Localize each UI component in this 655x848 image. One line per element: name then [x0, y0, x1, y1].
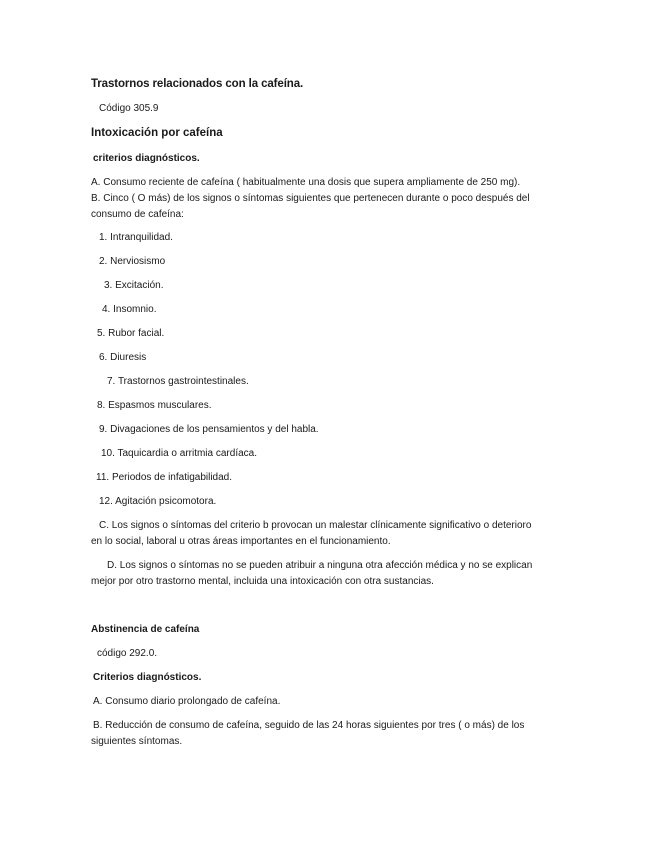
list-item: 3. Excitación. — [104, 280, 164, 291]
withdrawal-criterion-b-line2: siguientes síntomas. — [91, 736, 183, 747]
list-item: 7. Trastornos gastrointestinales. — [107, 376, 249, 387]
list-item: 5. Rubor facial. — [97, 328, 165, 339]
withdrawal-criterion-b-line1: B. Reducción de consumo de cafeína, seguido de las 24 horas siguientes por tres ( o más) de los — [93, 720, 525, 731]
diagnostic-code: Código 305.9 — [99, 103, 159, 114]
withdrawal-criterion-a: A. Consumo diario prolongado de cafeína. — [93, 696, 281, 707]
list-item: 9. Divagaciones de los pensamientos y del habla. — [99, 424, 319, 435]
criterion-d-line1: D. Los signos o síntomas no se pueden atribuir a ninguna otra afección médica y no se explican — [107, 560, 533, 571]
list-item: 12. Agitación psicomotora. — [99, 496, 217, 507]
list-item: 11. Periodos de infatigabilidad. — [96, 472, 233, 483]
list-item: 10. Taquicardia o arritmia cardíaca. — [101, 448, 258, 459]
document-title: Trastornos relacionados con la cafeína. — [91, 78, 304, 90]
criteria-label-withdrawal: Criterios diagnósticos. — [93, 672, 202, 683]
criterion-d-line2: mejor por otro trastorno mental, incluida una intoxicación con otra sustancias. — [91, 576, 434, 587]
section-heading-intoxication: Intoxicación por cafeína — [91, 127, 223, 139]
list-item: 4. Insomnio. — [102, 304, 157, 315]
criterion-a: A. Consumo reciente de cafeína ( habitualmente una dosis que supera ampliamente de 250 mg). — [91, 177, 521, 188]
criteria-label: criterios diagnósticos. — [93, 153, 200, 164]
criterion-b-line2: consumo de cafeína: — [91, 209, 184, 220]
list-item: 8. Espasmos musculares. — [97, 400, 212, 411]
list-item: 2. Nerviosismo — [99, 256, 166, 267]
criterion-c-line1: C. Los signos o síntomas del criterio b provocan un malestar clínicamente significativo o deterioro — [99, 520, 532, 531]
diagnostic-code-withdrawal: código 292.0. — [97, 648, 158, 659]
list-item: 1. Intranquilidad. — [99, 232, 173, 243]
list-item: 6. Diuresis — [99, 352, 147, 363]
criterion-c-line2: en lo social, laboral u otras áreas importantes en el funcionamiento. — [91, 536, 391, 547]
criterion-b-line1: B. Cinco ( O más) de los signos o síntomas siguientes que pertenecen durante o poco después del — [91, 193, 530, 204]
section-heading-withdrawal: Abstinencia de cafeína — [91, 624, 200, 635]
